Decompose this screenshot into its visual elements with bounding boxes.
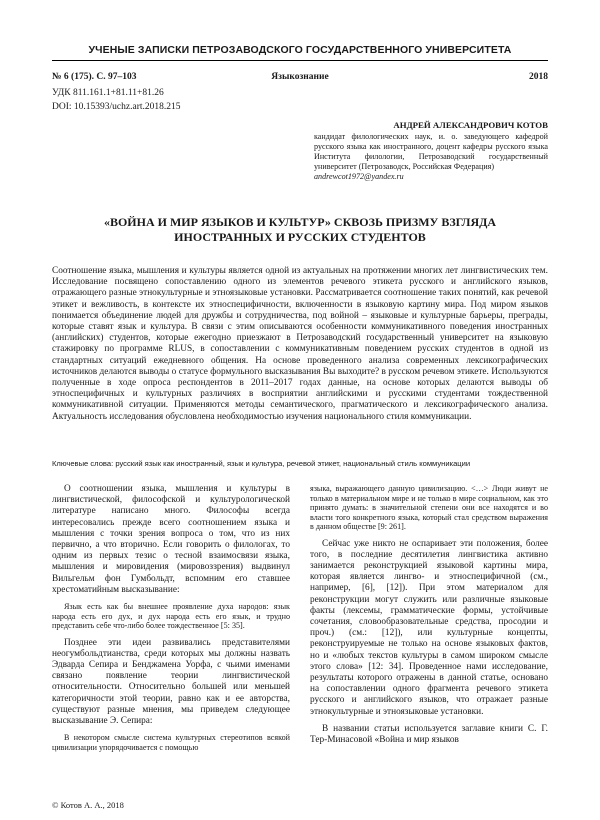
right-column (310, 484, 548, 752)
doi-code: DOI: 10.15393/uchz.art.2018.215 (52, 102, 181, 112)
sapir-quote: В некотором смысле система культурных стереотипов всякой цивилизации упорядочивается с помощью (52, 733, 290, 752)
issue-number: № 6 (175). С. 97–103 (52, 72, 137, 82)
author-affiliation: кандидат филологических наук, и. о. заведующего кафедрой русского языка как иностранного, доцент кафедры русского языка Института филологии, Петрозаводский государственный университет (Петрозаводск, Российская Федерация) (314, 132, 548, 171)
author-name: АНДРЕЙ АЛЕКСАНДРОВИЧ КОТОВ (393, 120, 548, 130)
paragraph: В названии статьи используется заглавие книги С. Г. Тер-Минасовой «Война и мир языков (310, 723, 548, 745)
abstract: Соотношение языка, мышления и культуры является одной из актуальных на протяжении многих лет лингвистических тем. Исследование посвящено сопоставлению одного из элементов речевого этикета русского и английского языков, отражающего разные этнокультурные и этноязыковые установки. Рассматривается соотношение таких понятий, как речевой этикет и вежливость, в контексте их этноспецифичности, включенности в языковую картину мира. Под миром языков понимается объединение людей для дружбы и сотрудничества, под войной – языковые и культурные барьеры, преграды, которые ставят язык и культура. В связи с этим описываются особенности коммуникативного поведения иностранных (английских) студентов, которые ежегодно приезжают в Петрозаводский государственный университет на языковую стажировку по программе RLUS, в сопоставлении с коммуникативным поведением русских студентов в одной из стандартных ситуаций ежедневного общения. На основе проведенного анализа современных лексикографических источников делаются выводы о статусе формульного высказывания Вы выходите? в русском речевом этикете. Используются полученные в ходе опроса респондентов в 2011–2017 годах данные, на основе которых делаются выводы об этноспецифичных и культурных различиях в восприятии английскими и русскими студентами тождественной коммуникативной ситуации. Применяются методы семантического, прагматического и лексикографического анализа. Актуальность исследования обусловлена необходимостью изучения национального стиля коммуникации. (52, 266, 548, 422)
keywords: Ключевые слова: русский язык как иностранный, язык и культура, речевой этикет, национальный стиль коммуникации (52, 459, 471, 468)
header-rule (52, 60, 548, 61)
copyright-notice: © Котов А. А., 2018 (52, 800, 124, 810)
paragraph: Позднее эти идеи развивались представителями неогумбольдтианства, среди которых мы должны назвать Эдварда Сепира и Бенджамена Уорфа, с чьими именами связано появление теории лингвистической относительности. Относительно большей или меньшей категоричности этой теории, равно как и ее авторства, существуют разные мнения, мы приведем следующее высказывание Э. Сепира: (52, 637, 290, 726)
paragraph: Сейчас уже никто не оспаривает эти положения, более того, в последние десятилетия лингвистика активно занимается реконструкцией языковой картины мира, которая является лингво- и этноспецифичной (см., например, [6], [12]). При этом материалом для реконструкции могут служить или различные языковые факты (лексемы, грамматические формы, устойчивые сочетания, словообразовательные средства, просодии и проч.) (см.: [12]), или культурные концепты, реконструируемые не только на основе языковых фактов, но и «любых текстов культуры в самом широком смысле этого слова» [12: 34]. Проведенное нами исследование, результаты которого отражены в данной статье, основано на сопоставлении одного фрагмента речевого этикета русского и английского языков, что отражает разные этнокультурные и этноязыковые установки. (310, 538, 548, 717)
publication-year: 2018 (529, 72, 548, 82)
section-name: Языкознание (271, 72, 329, 82)
paragraph: О соотношении языка, мышления и культуры в лингвистической, философской и культурологической литературе написано много. Философы всегда интересовались прежде всего соотношением языка и мышления с точки зрения вопроса о том, что из них первично, а что вторично. Если говорить о филологах, то одним из первых тезис о тесной взаимосвязи языка, мышления и мировидения (мировоззрения) выдвинул Вильгельм фон Гумбольдт, вспомним его ставшее хрестоматийным высказывание: (52, 484, 290, 595)
udk-code: УДК 811.161.1+81.11+81.26 (52, 88, 164, 98)
journal-title: УЧЕНЫЕ ЗАПИСКИ ПЕТРОЗАВОДСКОГО ГОСУДАРСТВЕННОГО УНИВЕРСИТЕТА (88, 44, 512, 56)
sapir-quote-continued: языка, выражающего данную цивилизацию. <…> Люди живут не только в материальном мире и не только в мире социальном, как это принято думать: в значительной степени они все находятся и во власти того конкретного языка, который стал средством выражения в данном обществе [9: 261]. (310, 484, 548, 531)
author-block (314, 120, 548, 182)
humboldt-quote: Язык есть как бы внешнее проявление духа народов: язык народа есть его дух, и дух народа есть его язык, и трудно представить себе что-либо более тождественное [5: 35]. (52, 602, 290, 631)
article-title: «ВОЙНА И МИР ЯЗЫКОВ И КУЛЬТУР» СКВОЗЬ ПРИЗМУ ВЗГЛЯДА ИНОСТРАННЫХ И РУССКИХ СТУДЕНТОВ (103, 215, 497, 244)
author-email: andrewcot1972@yandex.ru (314, 172, 404, 181)
left-column (52, 484, 290, 759)
